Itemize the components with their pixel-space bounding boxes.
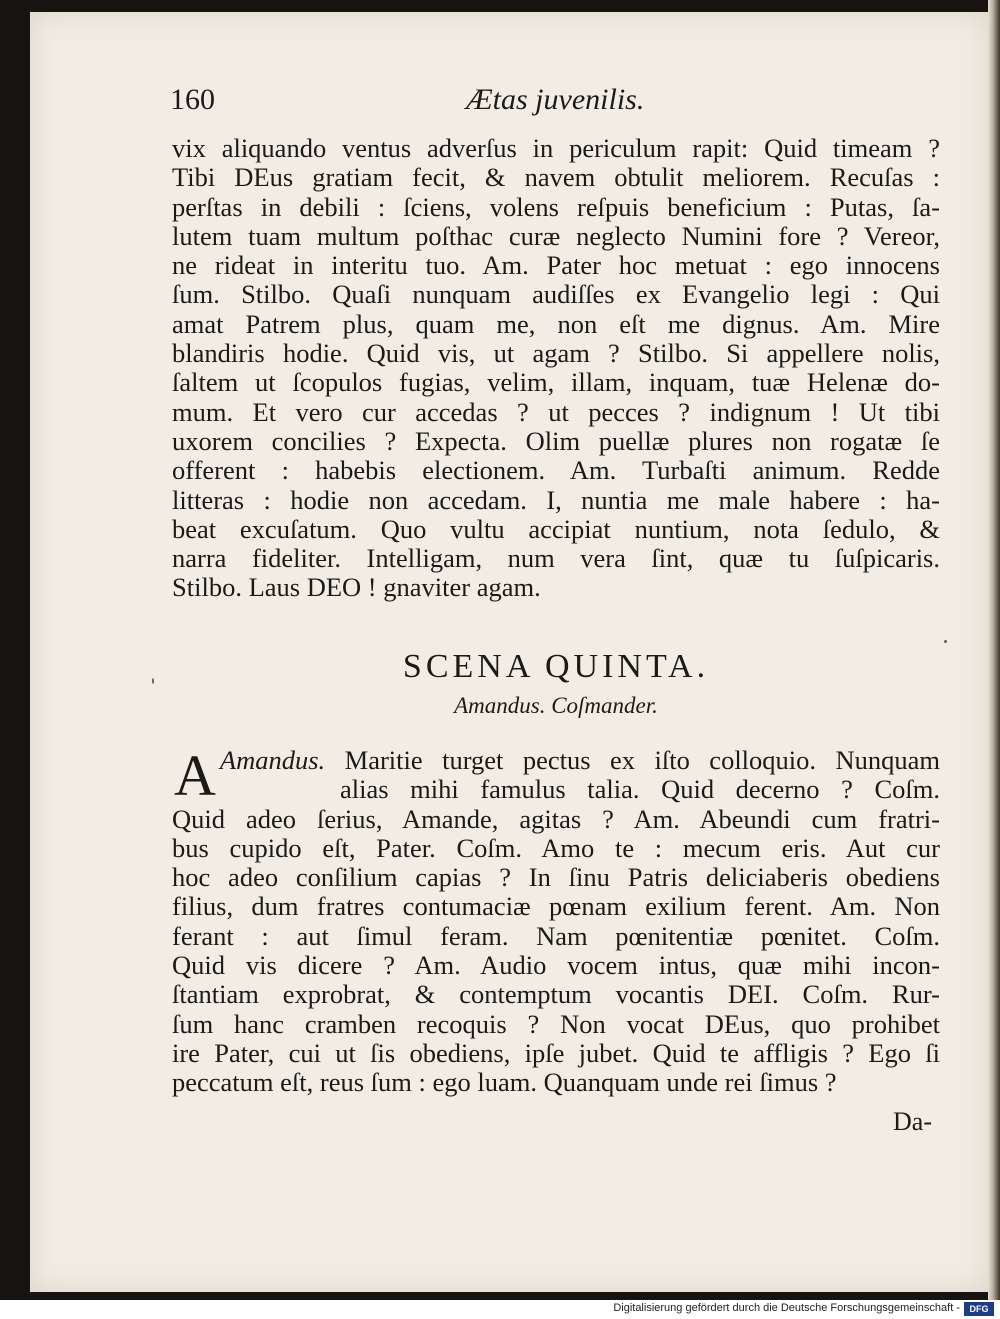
text-line: Quid vis dicere ? Am. Audio vocem intus, quæ mihi incon- bbox=[172, 950, 940, 981]
text-line: Quid adeo ſerius, Amande, agitas ? Am. Abeundi cum fratri- bbox=[172, 803, 940, 834]
text-line: peccatum eſt, reus ſum : ego luam. Quanquam unde rei ſimus ? bbox=[172, 1067, 837, 1098]
text-line: bus cupido eſt, Pater. Coſm. Amo te : mecum eris. Aut cur bbox=[172, 832, 940, 863]
text-line: narra fideliter. Intelligam, num vera ſint, quæ tu ſuſpicaris. bbox=[172, 543, 940, 574]
text-line: alias mihi famulus talia. Quid decerno ? Coſm. bbox=[340, 774, 940, 805]
scene-title: SCENA QUINTA. bbox=[402, 648, 710, 685]
text-line: perſtas in debili : ſciens, volens reſpuis beneficium : Putas, ſa- bbox=[172, 191, 940, 222]
text-line: ſtantiam exprobrat, & contemptum vocantis DEI. Coſm. Rur- bbox=[172, 979, 940, 1010]
running-head bbox=[170, 83, 940, 123]
text-line: ire Pater, cui ut ſis obediens, ipſe jubet. Quid te affligis ? Ego ſi bbox=[172, 1037, 940, 1068]
text-block-continuation bbox=[172, 134, 940, 603]
speaker-name: Amandus. bbox=[219, 745, 326, 775]
running-title: Ætas juvenilis. bbox=[466, 83, 645, 116]
text-line: vix aliquando ventus adverſus in periculum rapit: Quid timeam ? bbox=[172, 133, 940, 163]
text-line: litteras : hodie non accedam. I, nuntia me male habere : ha- bbox=[172, 484, 940, 515]
text-line: ſum. Stilbo. Quaſi nunquam audiſſes ex Evangelio legi : Qui bbox=[172, 279, 940, 310]
drop-cap: A bbox=[174, 743, 216, 808]
text-line: ferant : aut ſimul feram. Nam pœnitentiæ pœnitet. Coſm. bbox=[172, 920, 940, 951]
paper-speck bbox=[944, 640, 947, 643]
text-line: uxorem concilies ? Expecta. Olim puellæ plures non rogatæ ſe bbox=[172, 425, 940, 456]
scene-persons: Amandus. Coſmander. bbox=[454, 693, 658, 718]
text-line: mum. Et vero cur accedas ? ut pecces ? indignum ! Ut tibi bbox=[172, 396, 940, 427]
text-line-content: Maritie turget pectus ex iſto colloquio. Nunquam bbox=[344, 745, 941, 775]
text-line: offerent : habebis electionem. Am. Turbaſti animum. Redde bbox=[172, 455, 940, 486]
catchword: Da- bbox=[893, 1107, 932, 1136]
text-line: ne rideat in interitu tuo. Am. Pater hoc metuat : ego innocens bbox=[172, 250, 940, 281]
text-line: Tibi DEus gratiam fecit, & navem obtulit meliorem. Recuſas : bbox=[172, 162, 940, 193]
text-line: hoc adeo conſilium capias ? In ſinu Patris deliciaberis obediens bbox=[172, 862, 940, 893]
text-line: lutem tuam multum poſthac curæ neglecto Numini fore ? Vereor, bbox=[172, 220, 940, 251]
text-line: blandiris hodie. Quid vis, ut agam ? Stilbo. Si appellere nolis, bbox=[172, 338, 940, 369]
footer-credit: Digitalisierung gefördert durch die Deutsche Forschungsgemeinschaft - bbox=[613, 1302, 960, 1314]
footer-bar bbox=[0, 1300, 1000, 1319]
text-line: ſaltem ut ſcopulos fugias, velim, illam, inquam, tuæ Helenæ do- bbox=[172, 367, 940, 398]
dfg-logo: DFG bbox=[964, 1302, 994, 1316]
text-line: ſum hanc cramben recoquis ? Non vocat DEus, quo prohibet bbox=[172, 1008, 940, 1039]
text-line: filius, dum fratres contumaciæ pœnam exilium ferent. Am. Non bbox=[172, 891, 940, 922]
page-edge bbox=[988, 0, 1000, 1300]
text-block-scene bbox=[172, 743, 941, 1098]
paper-speck bbox=[152, 678, 154, 684]
page-number: 160 bbox=[170, 83, 215, 116]
text-line: beat excuſatum. Quo vultu accipiat nuntium, nota ſedulo, & bbox=[172, 513, 940, 544]
text-line: amat Patrem plus, quam me, non eſt me dignus. Am. Mire bbox=[172, 308, 940, 339]
text-line: Stilbo. Laus DEO ! gnaviter agam. bbox=[172, 572, 541, 603]
